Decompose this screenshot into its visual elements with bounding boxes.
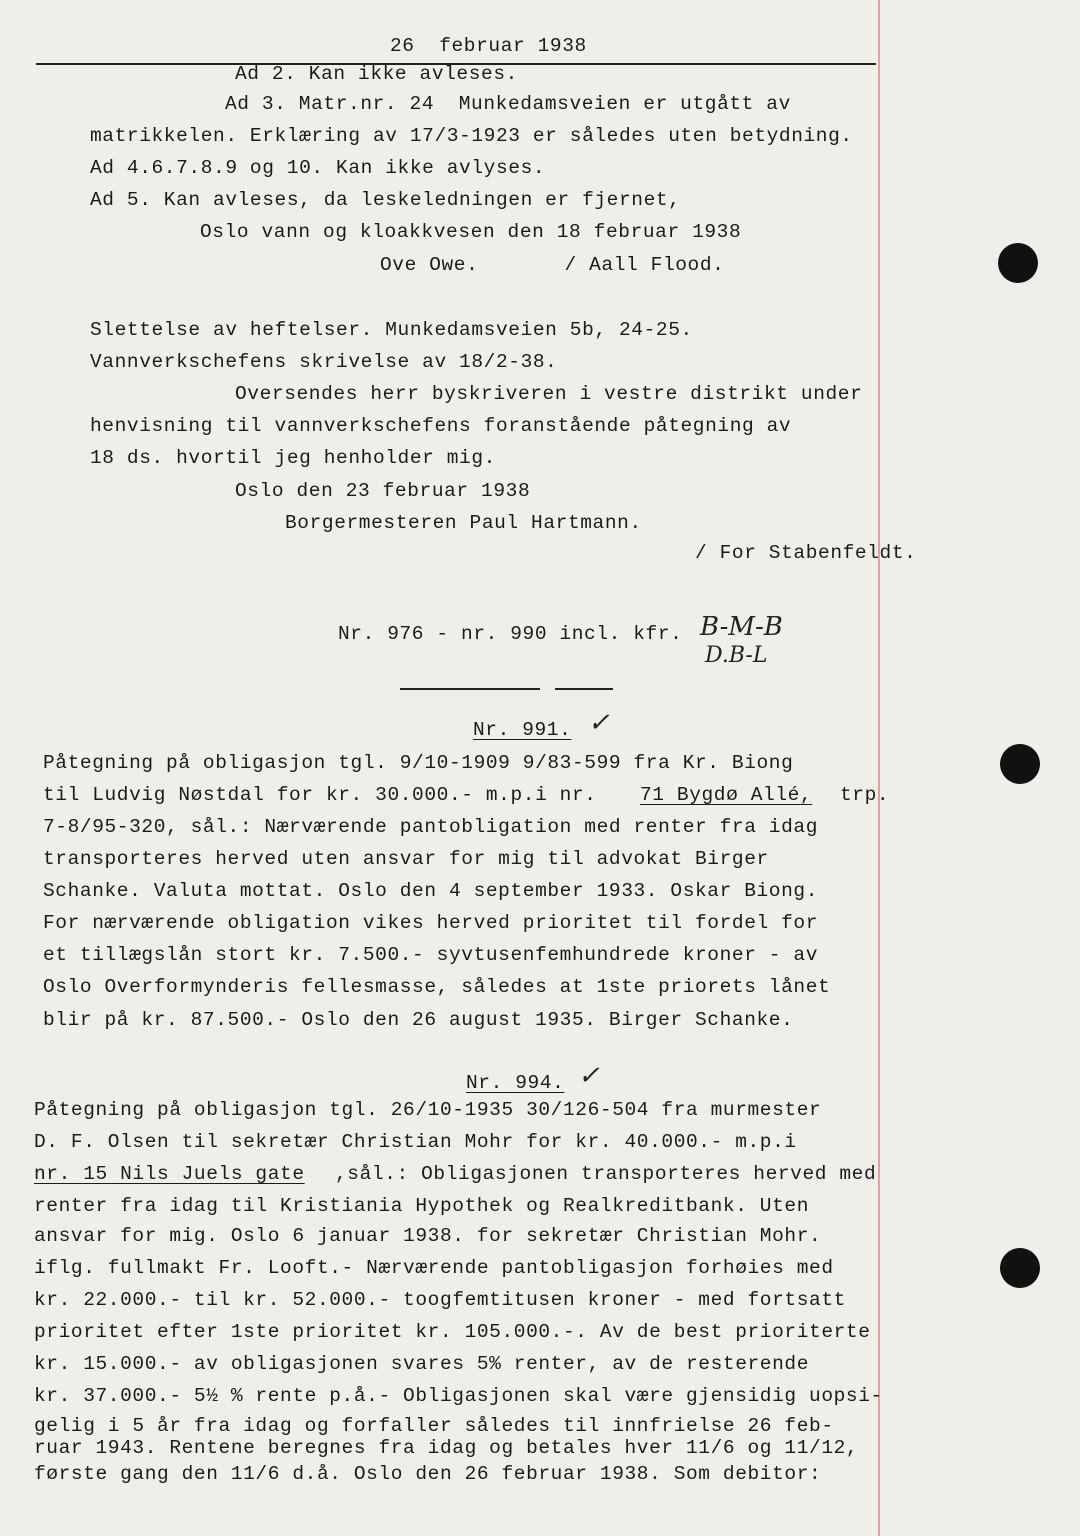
text-line: iflg. fullmakt Fr. Looft.- Nærværende pantobligasjon forhøies med — [34, 1257, 834, 1279]
text-line: kr. 37.000.- 5½ % rente p.å.- Obligasjonen skal være gjensidig uopsi- — [34, 1385, 883, 1407]
text-line: ruar 1943. Rentene beregnes fra idag og betales hver 11/6 og 11/12, — [34, 1437, 859, 1459]
punch-hole — [1000, 744, 1040, 784]
text-line: Påtegning på obligasjon tgl. 26/10-1935 30/126-504 fra murmester — [34, 1099, 822, 1121]
text-line: 7-8/95-320, sål.: Nærværende pantobligation med renter fra idag — [43, 816, 819, 838]
text-line: Oslo vann og kloakkvesen den 18 februar 1938 — [200, 221, 742, 243]
punch-hole — [1000, 1248, 1040, 1288]
text-line: et tillægslån stort kr. 7.500.- syvtusenfemhundrede kroner - av — [43, 944, 819, 966]
entry-number-994: Nr. 994. — [466, 1072, 565, 1094]
text-line: Ad 4.6.7.8.9 og 10. Kan ikke avlyses. — [90, 157, 546, 179]
section-separator — [555, 688, 613, 690]
text-line: Oversendes herr byskriveren i vestre distrikt under — [235, 383, 863, 405]
text-line: trp. — [840, 784, 890, 806]
reference-line: Nr. 976 - nr. 990 incl. kfr. — [338, 623, 683, 645]
text-line: henvisning til vannverkschefens foranstående påtegning av — [90, 415, 792, 437]
handwritten-note: B-M-B — [700, 612, 783, 642]
text-line: Ad 3. Matr.nr. 24 Munkedamsveien er utgått av — [225, 93, 791, 115]
text-line: kr. 15.000.- av obligasjonen svares 5% renter, av de resterende — [34, 1353, 810, 1375]
text-line: Oslo den 23 februar 1938 — [235, 480, 531, 502]
property-address: 71 Bygdø Allé, — [640, 784, 813, 806]
text-line: gelig i 5 år fra idag og forfaller således til innfrielse 26 feb- — [34, 1415, 834, 1437]
punch-hole — [998, 243, 1038, 283]
text-line: Ad 2. Kan ikke avleses. — [235, 63, 518, 85]
text-line: Schanke. Valuta mottat. Oslo den 4 september 1933. Oskar Biong. — [43, 880, 819, 902]
text-line: første gang den 11/6 d.å. Oslo den 26 februar 1938. Som debitor: — [34, 1463, 822, 1485]
text-line: prioritet efter 1ste prioritet kr. 105.000.-. Av de best prioriterte — [34, 1321, 871, 1343]
margin-line — [878, 0, 880, 1536]
text-line: D. F. Olsen til sekretær Christian Mohr for kr. 40.000.- m.p.i — [34, 1131, 797, 1153]
text-line: kr. 22.000.- til kr. 52.000.- toogfemtitusen kroner - med fortsatt — [34, 1289, 846, 1311]
text-line: ,sål.: Obligasjonen transporteres herved med — [335, 1163, 877, 1185]
text-line: Vannverkschefens skrivelse av 18/2-38. — [90, 351, 558, 373]
text-line: 18 ds. hvortil jeg henholder mig. — [90, 447, 496, 469]
entry-number-991: Nr. 991. — [473, 719, 572, 741]
text-line: Ad 5. Kan avleses, da leskeledningen er fjernet, — [90, 189, 681, 211]
page-date-header: 26 februar 1938 — [390, 35, 587, 57]
text-line: For nærværende obligation vikes herved prioritet til fordel for — [43, 912, 819, 934]
signature-line: / For Stabenfeldt. — [695, 542, 917, 564]
text-line: Slettelse av heftelser. Munkedamsveien 5b, 24-25. — [90, 319, 693, 341]
text-line: til Ludvig Nøstdal for kr. 30.000.- m.p.i nr. — [43, 784, 597, 806]
text-line: Borgermesteren Paul Hartmann. — [285, 512, 642, 534]
text-line: Påtegning på obligasjon tgl. 9/10-1909 9/83-599 fra Kr. Biong — [43, 752, 794, 774]
text-line: renter fra idag til Kristiania Hypothek og Realkreditbank. Uten — [34, 1195, 810, 1217]
property-address: nr. 15 Nils Juels gate — [34, 1163, 305, 1185]
signature-line: Ove Owe. / Aall Flood. — [380, 254, 725, 276]
section-separator — [400, 688, 540, 690]
handwritten-note: D.B-L — [705, 643, 768, 668]
text-line: blir på kr. 87.500.- Oslo den 26 august 1935. Birger Schanke. — [43, 1009, 794, 1031]
text-line: transporteres herved uten ansvar for mig til advokat Birger — [43, 848, 769, 870]
check-mark-icon: ✓ — [578, 1061, 600, 1091]
text-line: Oslo Overformynderis fellesmasse, således at 1ste priorets lånet — [43, 976, 831, 998]
text-line: matrikkelen. Erklæring av 17/3-1923 er således uten betydning. — [90, 125, 853, 147]
check-mark-icon: ✓ — [588, 708, 610, 738]
text-line: ansvar for mig. Oslo 6 januar 1938. for sekretær Christian Mohr. — [34, 1225, 822, 1247]
